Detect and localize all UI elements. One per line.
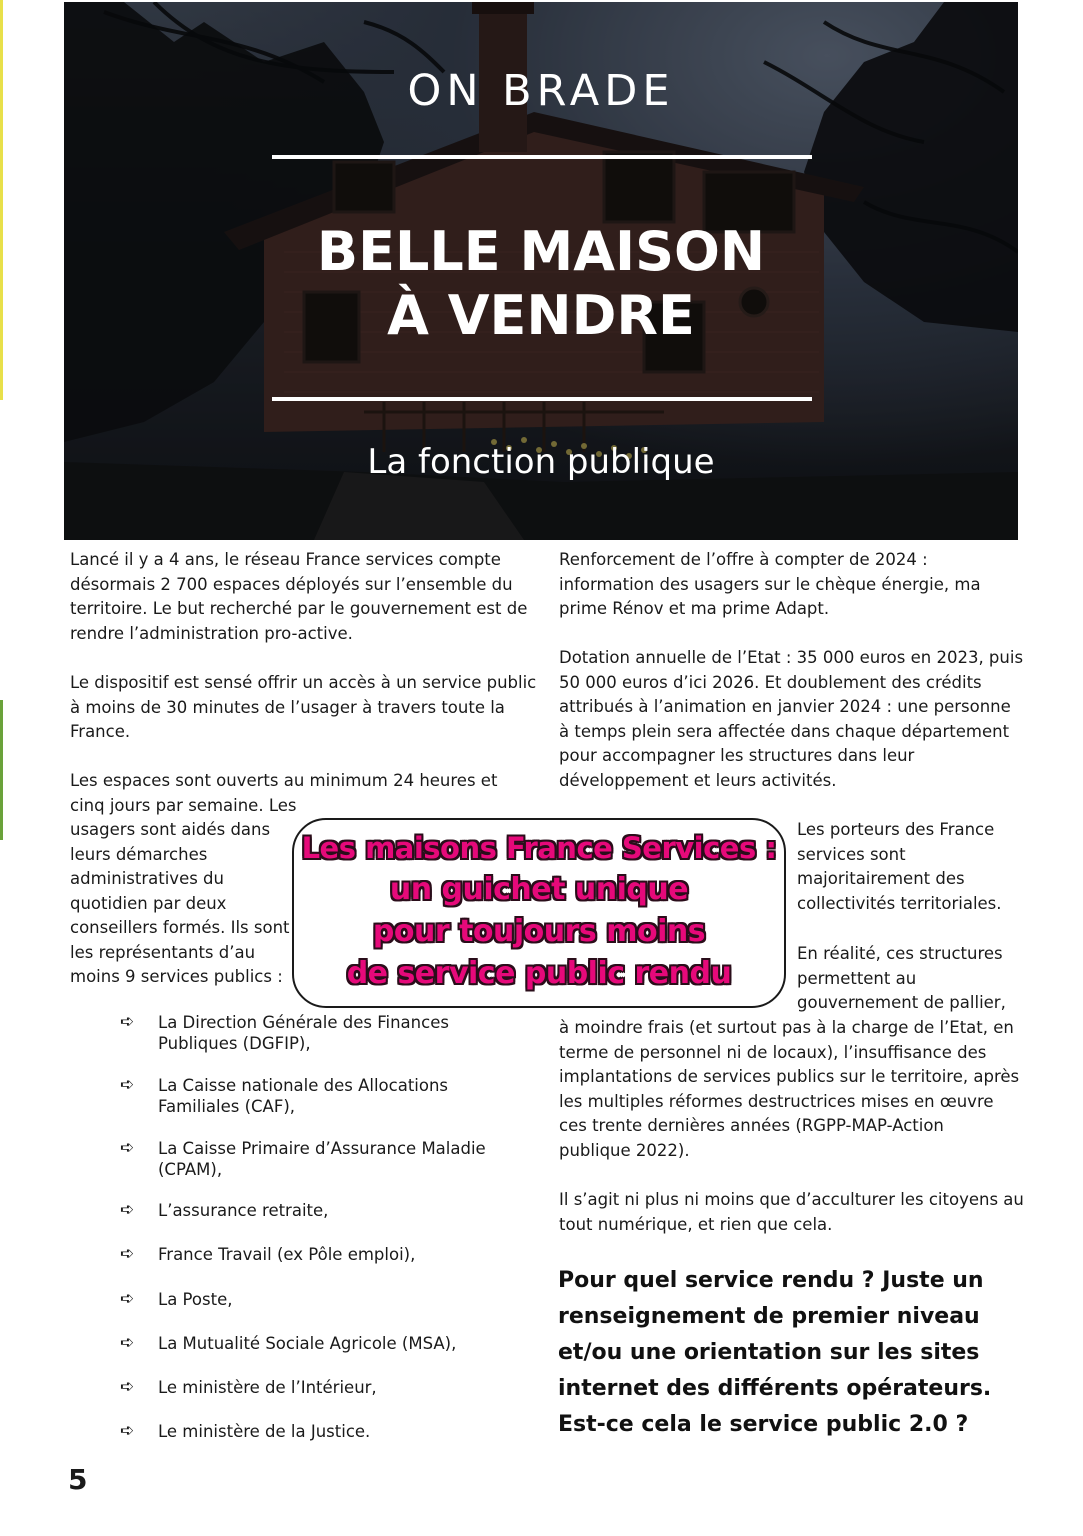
list-item-label: Le ministère de l’Intérieur, (158, 1378, 377, 1397)
hero-kicker: ON BRADE (407, 66, 675, 116)
text-line: La Caisse Primaire d’Assurance Maladie (158, 1139, 486, 1158)
text-line: implantations de services publics sur le territoire, après (559, 1067, 1020, 1086)
right-paragraph-5 (559, 1188, 1029, 1237)
text-line: rendre l’administration pro-active. (70, 623, 353, 643)
text-line: moins 9 services publics : (70, 967, 283, 986)
headline-line-1: BELLE MAISON (316, 220, 766, 283)
text-line: les représentants d’au (70, 942, 256, 962)
headline-line-2: À VENDRE (387, 284, 695, 347)
arrow-right-icon: ➪ (120, 1333, 135, 1353)
text-line: collectivités territoriales. (797, 893, 1002, 913)
text-line: Il s’agit ni plus ni moins que d’acculturer les citoyens au (559, 1190, 1024, 1209)
text-line: attribués à l’animation en janvier 2024 : une personne (559, 697, 1011, 716)
callout-line-1: Les maisons France Services : (301, 831, 777, 865)
text-line: renseignement de premier niveau (558, 1304, 980, 1329)
text-line: Le dispositif est sensé offrir un accès à un service public (70, 673, 537, 692)
text-line: Dotation annuelle de l’Etat : 35 000 euros en 2023, puis (559, 648, 1024, 667)
text-line: à temps plein sera affectée dans chaque département (559, 721, 1010, 741)
text-line: Renforcement de l’offre à compter de 2024 : (559, 550, 928, 569)
text-line: cinq jours par semaine. Les (70, 795, 297, 815)
text-line: Publiques (DGFIP), (158, 1034, 311, 1053)
text-line: terme de personnel ni de locaux), l’insuffisance des (559, 1042, 987, 1062)
text-line: internet des différents opérateurs. (558, 1376, 992, 1401)
callout-line-2: un guichet unique (389, 872, 689, 907)
text-line: La Caisse nationale des Allocations (158, 1076, 449, 1095)
list-item-label: L’assurance retraite, (158, 1201, 329, 1220)
text-line: Lancé il y a 4 ans, le réseau France services compte (70, 550, 501, 569)
text-line: gouvernement de pallier, (797, 993, 1006, 1012)
right-paragraph-4-rest (559, 1016, 1029, 1163)
arrow-right-icon: ➪ (120, 1075, 135, 1095)
left-paragraph-1 (70, 548, 540, 646)
hero-rule-top (272, 155, 812, 159)
text-line: les multiples réformes destructrices mises en œuvre (559, 1091, 994, 1111)
list-item-label: Le ministère de la Justice. (158, 1422, 371, 1441)
text-line: conseillers formés. Ils sont (70, 918, 290, 937)
text-line: prime Rénov et ma prime Adapt. (559, 599, 830, 618)
right-paragraph-1 (559, 548, 1029, 622)
left-paragraph-2 (70, 671, 540, 745)
text-line: 50 000 euros d’ici 2026. Et doublement des crédits (559, 672, 982, 692)
page-number: 5 (68, 1463, 88, 1496)
arrow-right-icon: ➪ (120, 1138, 135, 1158)
edge-accent-green (0, 700, 3, 840)
edge-accent-yellow (0, 0, 3, 400)
hero-subtitle: La fonction publique (367, 442, 715, 482)
arrow-right-icon: ➪ (120, 1244, 135, 1264)
text-line: administratives du (70, 869, 224, 888)
text-line: Les espaces sont ouverts au minimum 24 heures et (70, 771, 498, 790)
text-line: usagers sont aidés dans (70, 820, 271, 839)
text-line: à moindre frais (et surtout pas à la charge de l’Etat, en (559, 1018, 1014, 1037)
text-line: permettent au (797, 968, 917, 988)
list-item-label (158, 1075, 498, 1117)
text-line: territoire. Le but recherché par le gouvernement est de (70, 599, 528, 618)
hero-headline (64, 220, 1018, 348)
text-line: ces trente dernières années (RGPP-MAP-Action (559, 1116, 944, 1135)
hero-rule-bottom (272, 397, 812, 401)
text-line: pour accompagner les structures dans leur (559, 746, 915, 765)
text-line: développement et leurs activités. (559, 770, 837, 790)
arrow-right-icon: ➪ (120, 1289, 135, 1309)
text-line: (CPAM), (158, 1160, 223, 1179)
callout-box (292, 818, 786, 1008)
arrow-right-icon: ➪ (120, 1200, 135, 1220)
right-paragraph-3 (797, 818, 1027, 916)
text-line: tout numérique, et rien que cela. (559, 1214, 833, 1234)
text-line: La Direction Générale des Finances (158, 1013, 449, 1032)
text-line: leurs démarches (70, 844, 208, 864)
text-line: publique 2022). (559, 1140, 690, 1160)
hero-text (64, 2, 1018, 540)
arrow-right-icon: ➪ (120, 1012, 135, 1032)
list-item-label (158, 1012, 498, 1054)
text-line: services sont (797, 844, 906, 864)
text-line: Pour quel service rendu ? Juste un (558, 1268, 984, 1293)
text-line: désormais 2 700 espaces déployés sur l’ensemble du (70, 574, 513, 594)
text-line: Familiales (CAF), (158, 1097, 296, 1116)
list-item-label (158, 1138, 498, 1180)
list-item-label: France Travail (ex Pôle emploi), (158, 1245, 416, 1264)
text-line: En réalité, ces structures (797, 944, 1003, 963)
text-line: majoritairement des (797, 869, 965, 888)
text-line: et/ou une orientation sur les sites (558, 1340, 980, 1365)
emphasis-block (558, 1263, 998, 1443)
list-item-label: La Mutualité Sociale Agricole (MSA), (158, 1334, 457, 1353)
text-line: à moins de 30 minutes de l’usager à travers toute la (70, 697, 505, 717)
hero-banner (64, 2, 1018, 540)
arrow-right-icon: ➪ (120, 1377, 135, 1397)
callout-line-4: de service public rendu (346, 956, 732, 991)
right-paragraph-2 (559, 646, 1029, 793)
text-line: quotidien par deux (70, 893, 227, 913)
text-line: France. (70, 722, 131, 741)
text-line: Est-ce cela le service public 2.0 ? (558, 1412, 969, 1437)
right-paragraph-4-start (797, 942, 1027, 1016)
text-line: information des usagers sur le chèque énergie, ma (559, 574, 981, 594)
arrow-right-icon: ➪ (120, 1421, 135, 1441)
callout-line-3: pour toujours moins (372, 914, 706, 949)
text-line: Les porteurs des France (797, 820, 995, 839)
list-item-label: La Poste, (158, 1290, 233, 1309)
